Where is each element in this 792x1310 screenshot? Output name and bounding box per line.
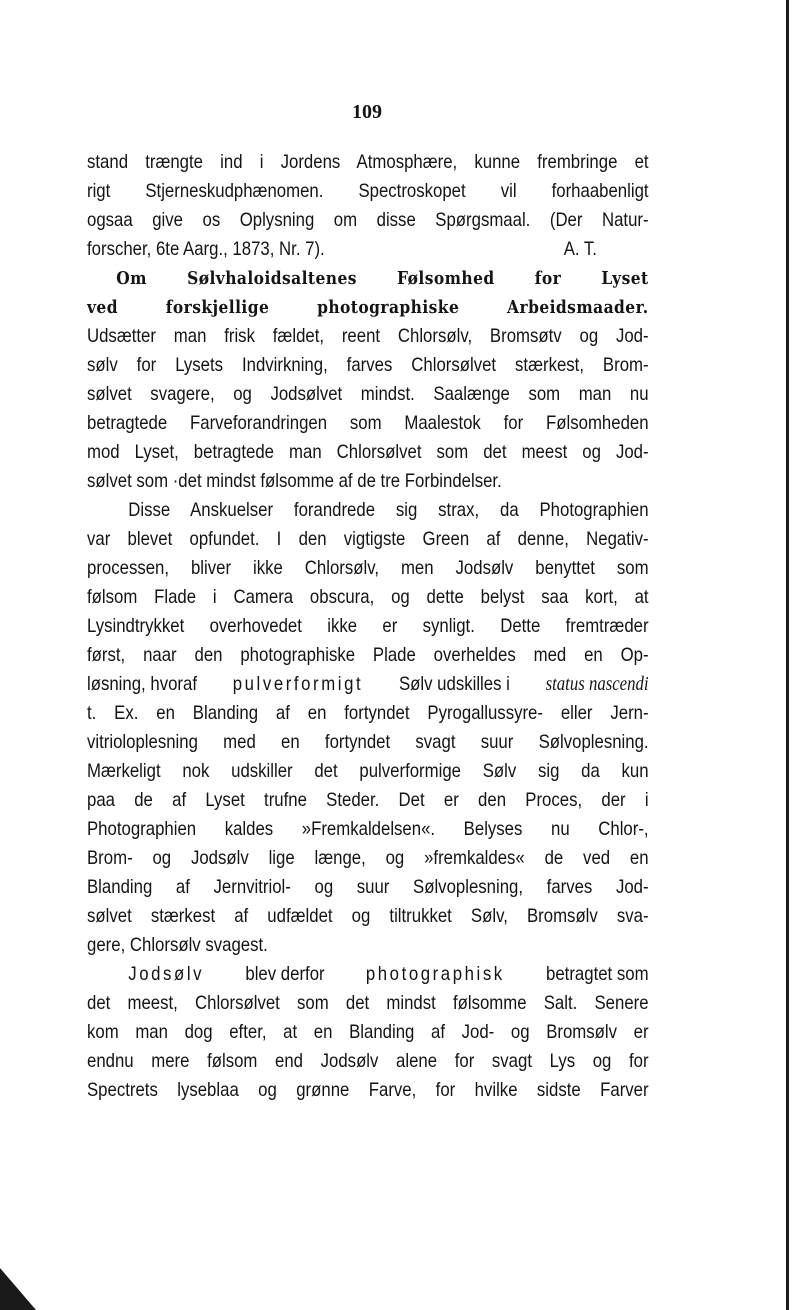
text-line: Lysindtrykket overhovedet ikke er synligt. Dette fremtræder: [87, 615, 649, 637]
text-line: ogsaa give os Oplysning om disse Spørgsmaal. (Der Natur-: [87, 209, 649, 231]
body-text: [87, 148, 649, 1105]
section-heading-line: ved forskjellige photographiske Arbeidsmaader.: [87, 297, 649, 318]
text-line: betragtede Farveforandringen som Maalestok for Følsomheden: [87, 412, 649, 434]
text-line: stand trængte ind i Jordens Atmosphære, kunne frembringe et: [87, 151, 649, 173]
corner-shadow: [0, 1268, 36, 1310]
text-line: følsom Flade i Camera obscura, og dette belyst saa kort, at: [87, 586, 649, 608]
text-line: først, naar den photographiske Plade overheldes med en Op-: [87, 644, 649, 666]
section-heading-line: Om Sølvhaloidsaltenes Følsomhed for Lyset: [116, 268, 649, 289]
text-line: Mærkeligt nok udskiller det pulverformige Sølv sig da kun: [87, 760, 649, 782]
text-line-signature: [87, 235, 649, 264]
citation: forscher, 6te Aarg., 1873, Nr. 7).: [87, 238, 325, 260]
text-line: Disse Anskuelser forandrede sig strax, da Photographien: [128, 499, 649, 521]
text-line: paa de af Lyset trufne Steder. Det er den Proces, der i: [87, 789, 649, 811]
italic-phrase: status nascendi: [545, 674, 649, 695]
text-line: vitrioloplesning med en fortyndet svagt suur Sølvoplesning.: [87, 731, 649, 753]
page-number: 109: [352, 101, 382, 123]
spaced-emphasis: pulverformigt: [232, 673, 364, 695]
text-line: rigt Stjerneskudphænomen. Spectroskopet vil forhaabenligt: [87, 180, 649, 202]
text-line: mod Lyset, betragtede man Chlorsølvet som det meest og Jod-: [87, 441, 649, 463]
text-line: Udsætter man frisk fældet, reent Chlorsølv, Bromsøtv og Jod-: [87, 325, 649, 347]
text-line: kom man dog efter, at en Blanding af Jod- og Bromsølv er: [87, 1021, 649, 1043]
text-line: endnu mere følsom end Jodsølv alene for svagt Lys og for: [87, 1050, 649, 1072]
text-line: gere, Chlorsølv svagest.: [87, 934, 268, 956]
text-run: betragtet som: [546, 963, 649, 985]
page-edge-rule: [786, 0, 789, 1310]
text-line: Blanding af Jernvitriol- og suur Sølvoplesning, farves Jod-: [87, 876, 649, 898]
text-line: sølvet svagere, og Jodsølvet mindst. Saalænge som man nu: [87, 383, 649, 405]
spaced-emphasis: Jodsølv: [128, 963, 205, 985]
text-line: sølvet som ·det mindst følsomme af de tre Forbindelser.: [87, 470, 502, 492]
text-run: blev derfor: [245, 963, 325, 985]
text-line: det meest, Chlorsølvet som det mindst følsomme Salt. Senere: [87, 992, 649, 1014]
text-run: Sølv udskilles i: [398, 673, 510, 695]
spaced-emphasis: photographisk: [365, 963, 505, 985]
text-line: var blevet opfundet. I den vigtigste Green af denne, Negativ-: [87, 528, 649, 550]
text-run: løsning, hvoraf: [87, 673, 197, 695]
text-line-emphasis: [87, 670, 649, 699]
text-line: Photographien kaldes »Fremkaldelsen«. Belyses nu Chlor-,: [87, 818, 649, 840]
text-line-emphasis: [87, 960, 649, 989]
text-line: sølv for Lysets Indvirkning, farves Chlorsølvet stærkest, Brom-: [87, 354, 649, 376]
text-line: processen, bliver ikke Chlorsølv, men Jodsølv benyttet som: [87, 557, 649, 579]
text-line: t. Ex. en Blanding af en fortyndet Pyrogallussyre- eller Jern-: [87, 702, 649, 724]
author-initials: A. T.: [563, 238, 597, 260]
text-line: sølvet stærkest af udfældet og tiltrukket Sølv, Bromsølv sva-: [87, 905, 649, 927]
text-line: Spectrets lyseblaa og grønne Farve, for hvilke sidste Farver: [87, 1079, 649, 1101]
text-line: Brom- og Jodsølv lige længe, og »fremkaldes« de ved en: [87, 847, 649, 869]
